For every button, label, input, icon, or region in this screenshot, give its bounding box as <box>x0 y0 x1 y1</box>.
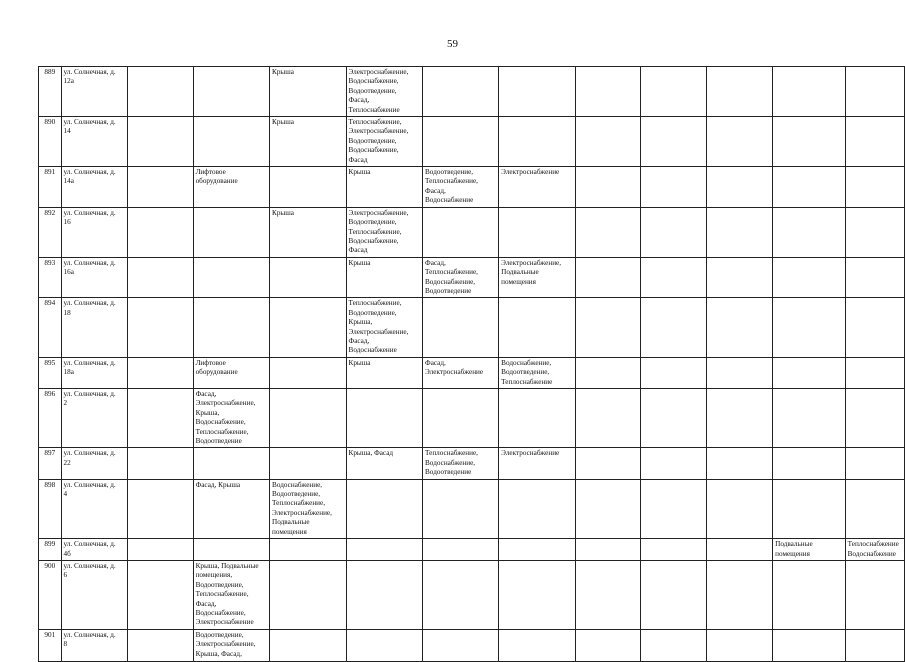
row-number: 899 <box>39 539 62 561</box>
table-row <box>39 389 905 448</box>
work-text: Электроснабжение, Водоотведение, Теплоснабжение, Водоснабжение, Фасад <box>348 208 409 255</box>
work-cell <box>845 257 904 298</box>
work-cell <box>193 67 269 117</box>
work-cell <box>270 448 346 479</box>
work-cell <box>575 117 641 167</box>
table-row <box>39 479 905 538</box>
work-cell <box>193 257 269 298</box>
work-text: Электроснабжение, Водоснабжение, Водоотведение, Фасад, Теплоснабжение <box>348 68 409 114</box>
row-number: 890 <box>39 117 62 167</box>
table-row <box>39 539 905 561</box>
table-body <box>39 67 905 662</box>
work-cell <box>773 629 846 661</box>
work-cell <box>641 560 707 629</box>
work-cell <box>270 560 346 629</box>
work-cell <box>641 67 707 117</box>
work-cell <box>575 207 641 257</box>
work-cell <box>575 357 641 388</box>
work-cell <box>845 298 904 357</box>
work-cell <box>346 539 422 561</box>
work-cell <box>270 117 346 167</box>
work-cell <box>499 167 575 208</box>
address-cell <box>61 448 127 479</box>
row-number: 894 <box>39 298 62 357</box>
work-text: Водоотведение, Теплоснабжение, Фасад, Водоснабжение <box>425 168 478 205</box>
work-cell <box>270 257 346 298</box>
work-cell <box>423 560 499 629</box>
work-cell <box>423 257 499 298</box>
work-cell <box>845 117 904 167</box>
work-cell <box>707 357 773 388</box>
work-cell <box>707 257 773 298</box>
work-cell <box>707 207 773 257</box>
work-cell <box>707 298 773 357</box>
work-cell <box>641 167 707 208</box>
work-cell <box>773 207 846 257</box>
work-text: Фасад, Крыша <box>195 480 241 489</box>
work-cell <box>193 167 269 208</box>
work-cell <box>707 117 773 167</box>
work-cell <box>773 448 846 479</box>
work-cell <box>707 448 773 479</box>
work-text: Теплоснабжение, Водоотведение, Крыша, Электроснабжение, Фасад, Водоснабжение <box>348 299 409 355</box>
row-number: 901 <box>39 629 62 661</box>
work-cell <box>641 117 707 167</box>
work-cell <box>773 257 846 298</box>
work-cell <box>127 448 193 479</box>
row-number: 889 <box>39 67 62 117</box>
work-cell <box>127 479 193 538</box>
work-cell <box>575 257 641 298</box>
work-cell <box>270 479 346 538</box>
work-cell <box>641 629 707 661</box>
work-cell <box>127 298 193 357</box>
work-text: Крыша <box>272 118 294 127</box>
work-cell <box>193 539 269 561</box>
address-cell <box>61 357 127 388</box>
address-cell <box>61 167 127 208</box>
work-cell <box>127 207 193 257</box>
work-cell <box>499 117 575 167</box>
address-cell <box>61 207 127 257</box>
address-cell <box>61 560 127 629</box>
work-cell <box>127 357 193 388</box>
work-cell <box>773 539 846 561</box>
work-cell <box>193 560 269 629</box>
work-cell <box>773 560 846 629</box>
work-cell <box>845 357 904 388</box>
work-cell <box>193 479 269 538</box>
work-cell <box>845 539 904 561</box>
address-cell <box>61 298 127 357</box>
page-number: 59 <box>447 38 458 50</box>
work-text: Крыша <box>348 258 371 267</box>
work-cell <box>193 117 269 167</box>
work-cell <box>423 357 499 388</box>
address-cell <box>61 117 127 167</box>
address-text: ул. Солнечная, д. 14а <box>63 168 116 186</box>
table-row <box>39 560 905 629</box>
work-cell <box>270 207 346 257</box>
work-cell <box>346 67 422 117</box>
work-cell <box>575 448 641 479</box>
work-cell <box>423 539 499 561</box>
row-number: 900 <box>39 560 62 629</box>
work-cell <box>346 389 422 448</box>
work-cell <box>499 67 575 117</box>
work-text: Крыша <box>348 168 371 177</box>
work-cell <box>707 629 773 661</box>
work-text: Теплоснабжение, Водоснабжение, Водоотведение <box>425 449 478 477</box>
work-cell <box>641 479 707 538</box>
work-cell <box>641 207 707 257</box>
work-cell <box>845 479 904 538</box>
address-text: ул. Солнечная, д. 6 <box>63 561 116 580</box>
work-text: Крыша, Подвальные помещения, Водоотведение, Теплоснабжение, Фасад, Водоснабжение, Электроснабжение <box>195 561 259 627</box>
work-cell <box>423 479 499 538</box>
address-text: ул. Солнечная, д. 12а <box>63 68 116 86</box>
work-cell <box>845 629 904 661</box>
work-cell <box>773 479 846 538</box>
work-cell <box>127 539 193 561</box>
table-row <box>39 167 905 208</box>
work-cell <box>127 389 193 448</box>
work-cell <box>193 448 269 479</box>
address-cell <box>61 257 127 298</box>
table-row <box>39 67 905 117</box>
work-cell <box>575 629 641 661</box>
work-cell <box>641 298 707 357</box>
work-cell <box>707 389 773 448</box>
work-cell <box>641 257 707 298</box>
work-cell <box>270 539 346 561</box>
work-cell <box>845 67 904 117</box>
address-text: ул. Солнечная, д. 4 <box>63 480 116 499</box>
work-cell <box>707 539 773 561</box>
work-cell <box>193 298 269 357</box>
work-cell <box>707 479 773 538</box>
work-cell <box>773 167 846 208</box>
work-cell <box>346 448 422 479</box>
work-cell <box>641 448 707 479</box>
work-cell <box>773 298 846 357</box>
table-row <box>39 207 905 257</box>
table-row <box>39 357 905 388</box>
work-cell <box>773 389 846 448</box>
work-cell <box>641 389 707 448</box>
work-cell <box>127 629 193 661</box>
work-cell <box>423 389 499 448</box>
work-text: Электроснабжение, Подвальные помещения <box>501 258 562 286</box>
work-cell <box>346 167 422 208</box>
work-text: Электроснабжение <box>501 449 560 458</box>
work-cell <box>127 167 193 208</box>
work-cell <box>193 389 269 448</box>
table-row <box>39 257 905 298</box>
work-cell <box>127 117 193 167</box>
work-text: Водоотведение, Электроснабжение, Крыша, Фасад, <box>195 630 256 658</box>
work-text: Лифтовое оборудование <box>195 358 238 377</box>
work-cell <box>423 67 499 117</box>
work-cell <box>499 207 575 257</box>
work-cell <box>346 479 422 538</box>
row-number: 896 <box>39 389 62 448</box>
work-cell <box>423 629 499 661</box>
work-cell <box>423 167 499 208</box>
work-cell <box>707 167 773 208</box>
work-cell <box>499 448 575 479</box>
work-cell <box>270 357 346 388</box>
row-number: 898 <box>39 479 62 538</box>
work-cell <box>773 357 846 388</box>
work-cell <box>270 67 346 117</box>
work-cell <box>270 298 346 357</box>
work-cell <box>575 67 641 117</box>
work-cell <box>575 389 641 448</box>
work-cell <box>575 560 641 629</box>
work-cell <box>346 117 422 167</box>
address-text: ул. Солнечная, д. 18 <box>63 299 116 317</box>
work-text: Фасад, Электроснабжение <box>425 358 484 377</box>
address-text: ул. Солнечная, д. 4б <box>63 540 116 558</box>
row-number: 891 <box>39 167 62 208</box>
work-cell <box>845 207 904 257</box>
work-cell <box>193 207 269 257</box>
address-text: ул. Солнечная, д. 16а <box>63 258 116 277</box>
work-cell <box>499 479 575 538</box>
address-text: ул. Солнечная, д. 2 <box>63 390 116 408</box>
work-cell <box>575 479 641 538</box>
work-cell <box>346 207 422 257</box>
work-cell <box>127 257 193 298</box>
work-text: Электроснабжение <box>501 168 560 177</box>
table-row <box>39 629 905 661</box>
work-cell <box>773 67 846 117</box>
work-cell <box>346 257 422 298</box>
work-cell <box>707 67 773 117</box>
work-cell <box>346 298 422 357</box>
work-cell <box>193 629 269 661</box>
work-text: Фасад, Теплоснабжение, Водоснабжение, Водоотведение <box>425 258 478 295</box>
work-cell <box>575 298 641 357</box>
work-cell <box>499 357 575 388</box>
work-text: Водоснабжение, Водоотведение, Теплоснабжение <box>501 358 553 386</box>
work-cell <box>641 357 707 388</box>
row-number: 895 <box>39 357 62 388</box>
work-cell <box>346 629 422 661</box>
work-cell <box>499 560 575 629</box>
work-cell <box>499 298 575 357</box>
work-text: Водоснабжение, Водоотведение, Теплоснабжение, Электроснабжение, Подвальные помещения <box>272 480 332 536</box>
work-text: Подвальные помещения <box>775 540 813 558</box>
work-cell <box>423 448 499 479</box>
work-cell <box>845 448 904 479</box>
work-text: Крыша <box>272 68 294 76</box>
work-cell <box>423 298 499 357</box>
work-cell <box>575 539 641 561</box>
buildings-work-table <box>38 66 905 662</box>
work-cell <box>845 560 904 629</box>
work-cell <box>270 167 346 208</box>
work-cell <box>499 629 575 661</box>
work-cell <box>641 539 707 561</box>
work-text: Теплоснабжение, Электроснабжение, Водоотведение, Водоснабжение, Фасад <box>348 118 409 164</box>
work-cell <box>423 207 499 257</box>
address-text: ул. Солнечная, д. 16 <box>63 208 116 227</box>
work-cell <box>127 67 193 117</box>
work-cell <box>270 629 346 661</box>
address-cell <box>61 629 127 661</box>
work-cell <box>193 357 269 388</box>
work-text: Крыша <box>272 208 294 217</box>
work-cell <box>346 560 422 629</box>
address-text: ул. Солнечная, д. 14 <box>63 118 116 136</box>
address-cell <box>61 67 127 117</box>
address-cell <box>61 479 127 538</box>
work-cell <box>707 560 773 629</box>
work-text: Теплоснабжение Водоснабжение <box>847 540 899 558</box>
work-text: Крыша, Фасад <box>348 449 394 458</box>
work-cell <box>499 389 575 448</box>
work-cell <box>127 560 193 629</box>
table-row <box>39 117 905 167</box>
work-cell <box>845 167 904 208</box>
address-text: ул. Солнечная, д. 18а <box>63 358 116 377</box>
row-number: 892 <box>39 207 62 257</box>
work-text: Фасад, Электроснабжение, Крыша, Водоснабжение, Теплоснабжение, Водоотведение <box>195 390 256 446</box>
work-text: Лифтовое оборудование <box>195 168 238 186</box>
work-cell <box>346 357 422 388</box>
table-row <box>39 448 905 479</box>
work-cell <box>773 117 846 167</box>
work-cell <box>499 539 575 561</box>
work-cell <box>423 117 499 167</box>
address-cell <box>61 389 127 448</box>
work-text: Крыша <box>348 358 371 367</box>
row-number: 893 <box>39 257 62 298</box>
table-row <box>39 298 905 357</box>
work-cell <box>270 389 346 448</box>
address-text: ул. Солнечная, д. 8 <box>63 630 116 649</box>
work-cell <box>499 257 575 298</box>
work-cell <box>575 167 641 208</box>
address-cell <box>61 539 127 561</box>
row-number: 897 <box>39 448 62 479</box>
address-text: ул. Солнечная, д. 22 <box>63 449 116 467</box>
work-cell <box>845 389 904 448</box>
